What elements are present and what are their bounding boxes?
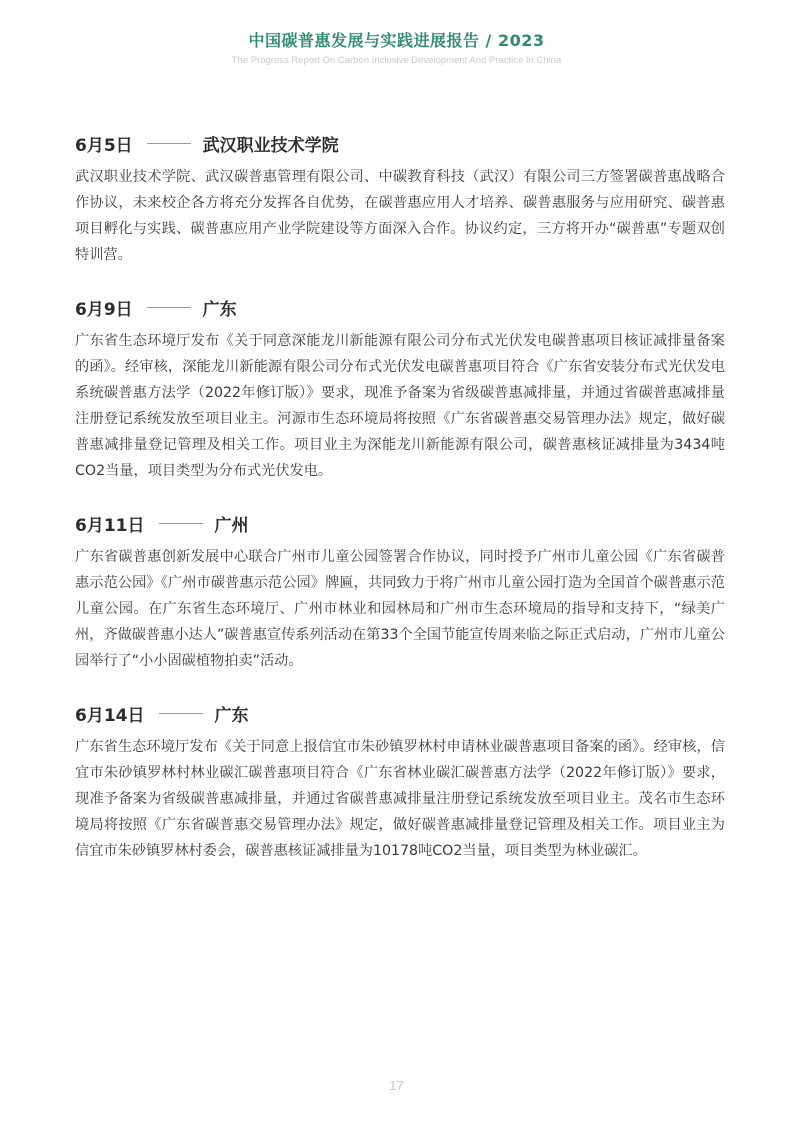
entry-place: 武汉职业技术学院 <box>202 135 339 156</box>
entry-body: 武汉职业技术学院、武汉碳普惠管理有限公司、中碳教育科技（武汉）有限公司三方签署碳普惠战略合作协议，未来校企各方将充分发挥各自优势，在碳普惠应用人才培养、碳普惠服务与应用研究、碳普惠项目孵化与实践、碳普惠应用产业学院建设等方面深入合作。协议约定，三方将开办“碳普惠”专题双创特训营。 <box>75 169 725 263</box>
entry-body: 广东省生态环境厅发布《关于同意深能龙川新能源有限公司分布式光伏发电碳普惠项目核证减排量备案的函》。经审核，深能龙川新能源有限公司分布式光伏发电碳普惠项目符合《广东省安装分布式光伏发电系统碳普惠方法学（2022年修订版）》要求，现准予备案为省级碳普惠减排量，并通过省碳普惠减排量注册登记系统发放至项目业主。河源市生态环境局将按照《广东省碳普惠交易管理办法》规定，做好碳普惠减排量登记管理及相关工作。项目业主为深能龙川新能源有限公司，碳普惠核证减排量为3434吨CO2当量，项目类型为分布式光伏发电。 <box>75 333 725 479</box>
entry-heading <box>75 292 725 322</box>
entry-date: 6月9日 <box>75 299 133 320</box>
entry-body: 广东省碳普惠创新发展中心联合广州市儿童公园签署合作协议，同时授予广州市儿童公园《广东省碳普惠示范公园》《广州市碳普惠示范公园》牌匾，共同致力于将广州市儿童公园打造为全国首个碳普惠示范儿童公园。在广东省生态环境厅、广州市林业和园林局和广州市生态环境局的指导和支持下，“绿美广州，齐做碳普惠小达人”碳普惠宣传系列活动在第33个全国节能宣传周来临之际正式启动，广州市儿童公园举行了“小小固碳植物拍卖”活动。 <box>75 549 725 669</box>
entry-place: 广州 <box>214 515 249 536</box>
page-header <box>0 30 793 68</box>
chronicle-entry <box>75 292 725 484</box>
entry-divider <box>159 523 203 524</box>
entry-date: 6月5日 <box>75 135 133 156</box>
entry-date: 6月14日 <box>75 705 145 726</box>
entry-heading <box>75 698 725 728</box>
entry-divider <box>159 713 203 714</box>
report-title: 中国碳普惠发展与实践进展报告 / 2023 <box>248 31 545 50</box>
chronicle-entry <box>75 128 725 268</box>
entry-divider <box>147 307 191 308</box>
entry-heading <box>75 128 725 158</box>
entry-heading <box>75 508 725 538</box>
entry-body: 广东省生态环境厅发布《关于同意上报信宜市朱砂镇罗林村申请林业碳普惠项目备案的函》。经审核，信宜市朱砂镇罗林村林业碳汇碳普惠项目符合《广东省林业碳汇碳普惠方法学（2022年修订版）》要求，现准予备案为省级碳普惠减排量，并通过省碳普惠减排量注册登记系统发放至项目业主。茂名市生态环境局将按照《广东省碳普惠交易管理办法》规定，做好碳普惠减排量登记管理及相关工作。项目业主为信宜市朱砂镇罗林村委会，碳普惠核证减排量为10178吨CO2当量，项目类型为林业碳汇。 <box>75 739 725 859</box>
chronicle-entry <box>75 698 725 864</box>
page-number: 17 <box>389 1078 404 1093</box>
entry-place: 广东 <box>202 299 237 320</box>
chronicle-entry <box>75 508 725 674</box>
report-subtitle: The Progress Report On Carbon Inclusive Development And Practice In China <box>231 55 562 66</box>
entry-divider <box>147 143 191 144</box>
entry-date: 6月11日 <box>75 515 145 536</box>
entry-place: 广东 <box>214 705 249 726</box>
chronicle-entries <box>75 128 725 888</box>
